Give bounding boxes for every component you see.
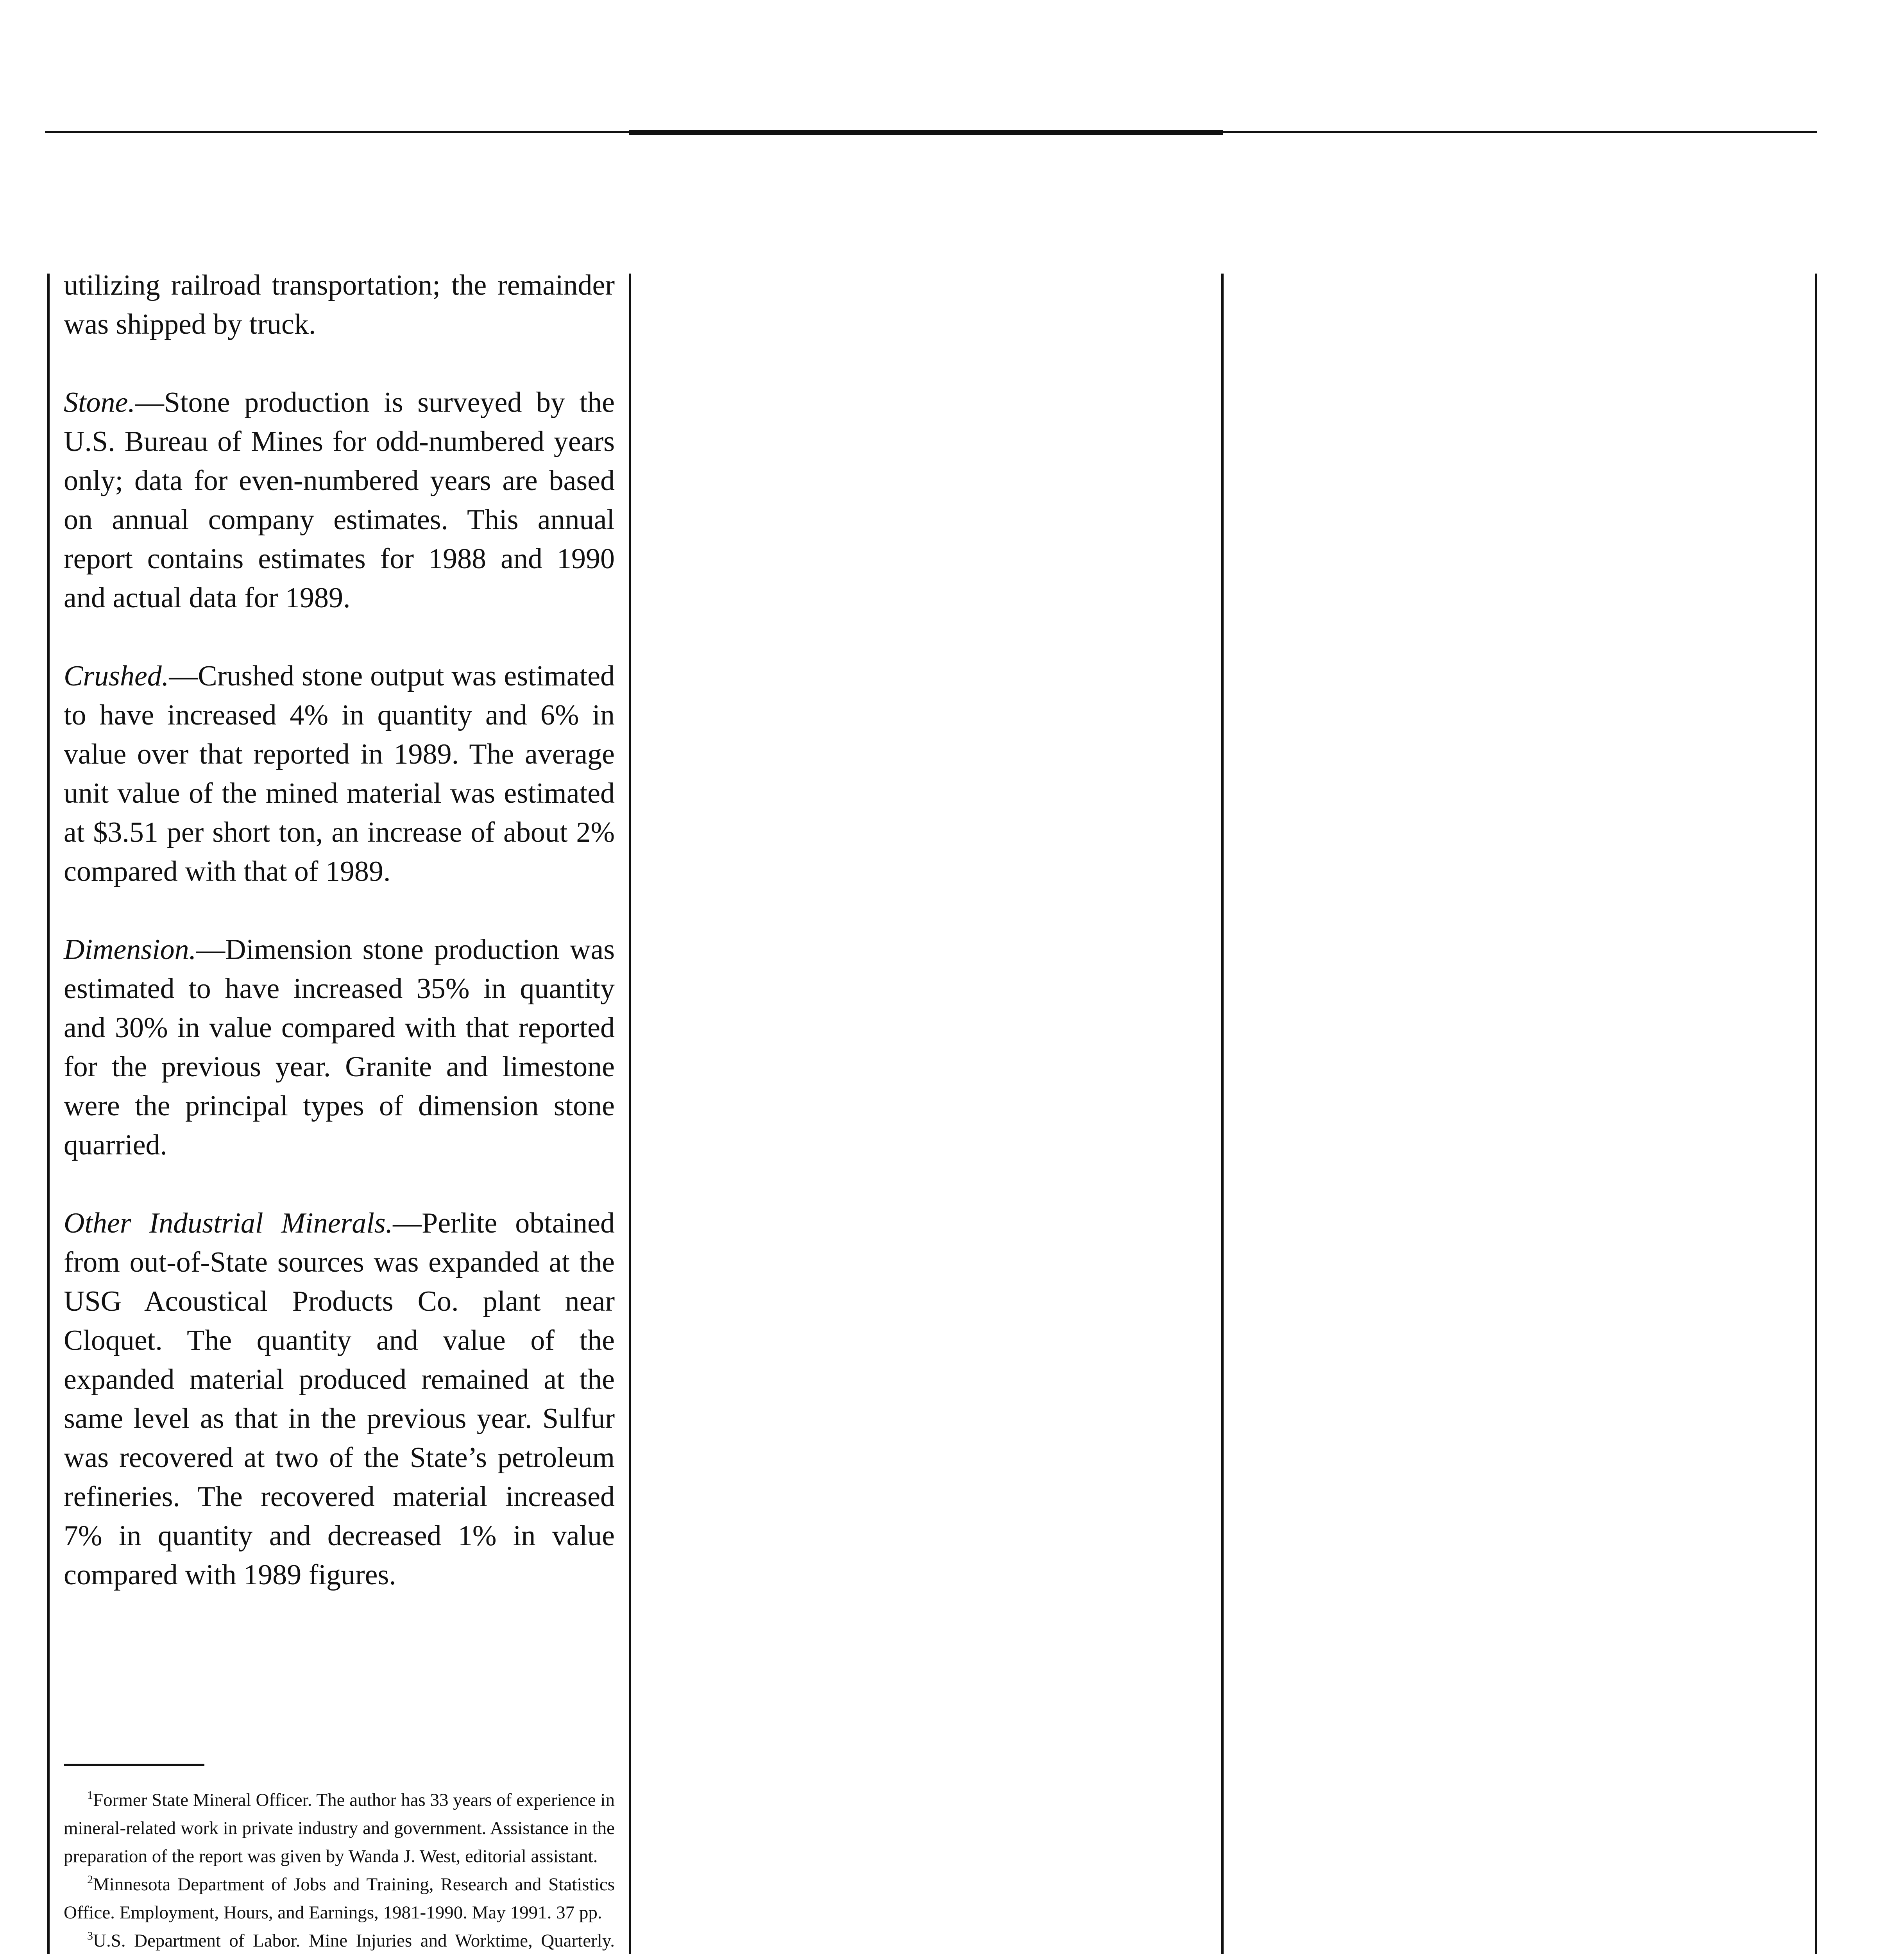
column-divider-4 — [1815, 274, 1817, 1954]
text-column — [64, 266, 615, 1634]
footnote-1: $^1$Former State Mineral Officer. The author has 33 years of experience in mineral-related work in private industry and government. Assistance in the preparation of the report was given by Wanda J. West, editorial assistant. — [64, 1789, 615, 1866]
heading-other-minerals: Other Industrial Minerals. — [64, 1207, 393, 1239]
footnote-2: $^2$Minnesota Department of Jobs and Training, Research and Statistics Office. Employment, Hours, and Earnings, 1981-1990. May 1991. 37 pp. — [64, 1873, 615, 1923]
paragraph-continued: utilizing railroad transportation; the remainder was shipped by truck. — [64, 269, 615, 340]
column-divider-3 — [1221, 274, 1224, 1954]
heading-dimension: Dimension. — [64, 934, 197, 966]
paragraph-dimension — [64, 930, 615, 1165]
footnote-3: $^3$U.S. Department of Labor. Mine Injuries and Worktime, Quarterly. — [87, 1929, 615, 1951]
paragraph-other-minerals — [64, 1204, 615, 1594]
text-dimension: —Dimension stone production was estimated to have increased 35% in quantity and 30% in value compared with that reported for the previous year. Granite and limestone were the principal types of dimension stone quarried. — [64, 934, 615, 1161]
text-stone: —Stone production is surveyed by the U.S. Bureau of Mines for odd-numbered years only; data for even-numbered years are based on annual company estimates. This annual report contains estimates for 1988 and 1990 and actual data for 1989. — [64, 387, 615, 614]
column-divider-2 — [629, 274, 631, 1954]
text-other-minerals: —Perlite obtained from out-of-State sources was expanded at the USG Acoustical Products Co. plant near Cloquet. The quantity and value of the expanded material produced remained at the same level as that in the previous year. Sulfur was recovered at two of the State’s petroleum refineries. The recovered material increased 7% in quantity and decreased 1% in value compared with 1989 figures. — [64, 1207, 615, 1591]
paragraph-stone — [64, 383, 615, 617]
paragraph-crushed — [64, 657, 615, 891]
column-divider-1 — [47, 274, 50, 1954]
footnote-rule — [64, 1764, 204, 1766]
footnotes — [64, 1786, 615, 1954]
header-rule-thick — [629, 130, 1223, 135]
heading-crushed: Crushed. — [64, 660, 169, 692]
heading-stone: Stone. — [64, 387, 135, 419]
text-crushed: —Crushed stone output was estimated to have increased 4% in quantity and 6% in value over that reported in 1989. The average unit value of the mined material was estimated at $3.51 per short ton, an increase of about 2% compared with that of 1989. — [64, 660, 615, 888]
